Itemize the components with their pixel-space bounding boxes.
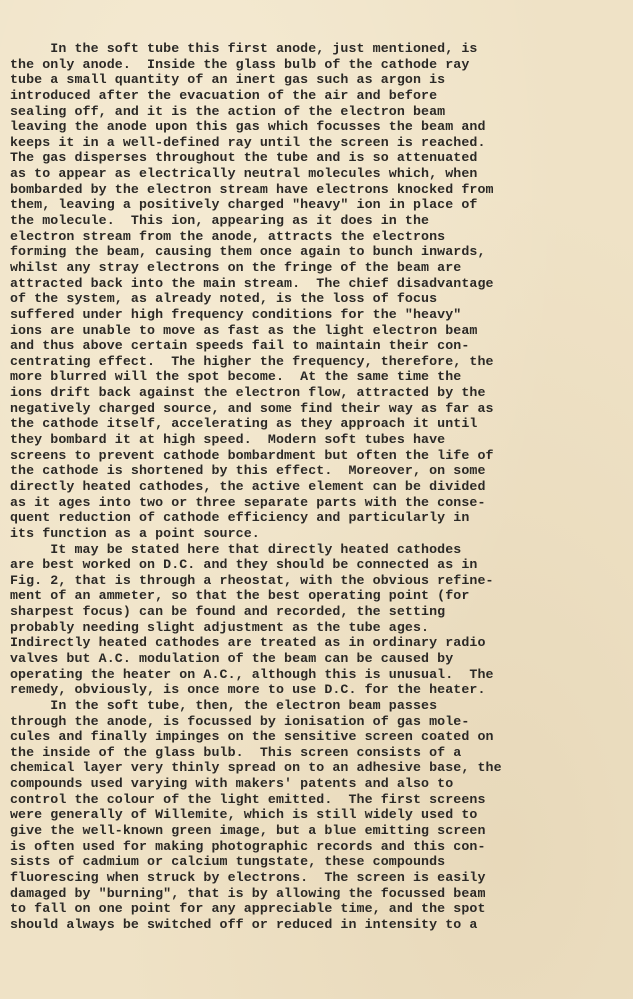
text-line: damaged by "burning", that is by allowing the focussed beam [10,885,486,901]
text-line: fluorescing when struck by electrons. The screen is easily [10,869,486,885]
text-line: suffered under high frequency conditions for the "heavy" [10,306,462,322]
text-line: as to appear as electrically neutral molecules which, when [10,166,478,182]
text-line: centrating effect. The higher the frequency, therefore, the [10,353,494,369]
text-line: as it ages into two or three separate parts with the consе- [10,494,486,510]
text-line: sists of cadmium or calcium tungstate, these compounds [10,854,446,870]
text-line: valves but A.C. modulation of the beam can be caused by [10,650,454,666]
text-line: ions are unable to move as fast as the light electron beam [10,322,478,338]
text-line: probably needing slight adjustment as the tube ages. [10,619,430,635]
text-line: In the soft tube, then, the electron beam passes [10,697,438,713]
text-line: Fig. 2, that is through a rheostat, with the obvious refine- [10,572,494,588]
text-line: its function as a point source. [10,525,260,541]
text-line: cules and finally impinges on the sensitive screen coated on [10,729,494,745]
text-line: forming the beam, causing them once again to bunch inwards, [10,244,486,260]
text-line: is often used for making photographic records and this con- [10,838,486,854]
text-line: through the anode, is focussed by ionisation of gas mole- [10,713,470,729]
text-line: are best worked on D.C. and they should be connected as in [10,557,478,573]
text-line: directly heated cathodes, the active element can be divided [10,478,486,494]
text-line: of the system, as already noted, is the loss of focus [10,291,438,307]
text-line: operating the heater on A.C., although this is unusual. The [10,666,494,682]
text-line: whilst any stray electrons on the fringe of the beam are [10,259,462,275]
text-line: the inside of the glass bulb. This screen consists of a [10,744,462,760]
text-line: the only anode. Inside the glass bulb of the cathode ray [10,56,470,72]
typed-text-body [10,41,630,933]
text-line: attracted back into the main stream. The chief disadvantage [10,275,494,291]
text-line: them, leaving a positively charged "heavy" ion in place of [10,197,478,213]
text-line: tube a small quantity of an inert gas such as argon is [10,72,446,88]
text-line: The gas disperses throughout the tube and is so attenuated [10,150,478,166]
text-line: and thus above certain speeds fail to maintain their con- [10,338,470,354]
text-line: chemical layer very thinly spread on to an adhesive base, the [10,760,502,776]
text-line: the cathode is shortened by this effect. Moreover, on some [10,463,486,479]
text-line: quent reduction of cathode efficiency and particularly in [10,510,470,526]
text-line: bombarded by the electron stream have electrons knocked from [10,181,494,197]
text-line: leaving the anode upon this gas which focusses the beam and [10,119,486,135]
text-line: screens to prevent cathode bombardment but often the life of [10,447,494,463]
text-line: negatively charged source, and some find their way as far as [10,400,494,416]
text-line: keeps it in a well-defined ray until the screen is reached. [10,134,486,150]
text-line: introduced after the evacuation of the air and before [10,87,438,103]
text-line: It may be stated here that directly heated cathodes [10,541,462,557]
text-line: ions drift back against the electron flow, attracted by the [10,385,486,401]
text-line: In the soft tube this first anode, just mentioned, is [10,41,478,56]
text-line: the cathode itself, accelerating as they approach it until [10,416,478,432]
text-line: remedy, obviously, is once more to use D.C. for the heater. [10,682,486,698]
text-line: give the well-known green image, but a blue emitting screen [10,823,486,839]
text-line: Indirectly heated cathodes are treated as in ordinary radio [10,635,486,651]
text-line: ment of an ammeter, so that the best operating point (for [10,588,470,604]
text-line: sealing off, and it is the action of the electron beam [10,103,446,119]
text-line: should always be switched off or reduced in intensity to a [10,916,478,932]
text-line: sharpest focus) can be found and recorded, the setting [10,604,446,620]
text-line: electron stream from the anode, attracts the electrons [10,228,446,244]
text-line: the molecule. This ion, appearing as it does in the [10,213,430,229]
text-line: control the colour of the light emitted. The first screens [10,791,486,807]
text-line: to fall on one point for any appreciable time, and the spot [10,901,486,917]
text-line: compounds used varying with makers' patents and also to [10,776,454,792]
text-line: they bombard it at high speed. Modern soft tubes have [10,432,446,448]
text-line: more blurred will the spot become. At the same time the [10,369,462,385]
text-line: were generally of Willemite, which is still widely used to [10,807,478,823]
